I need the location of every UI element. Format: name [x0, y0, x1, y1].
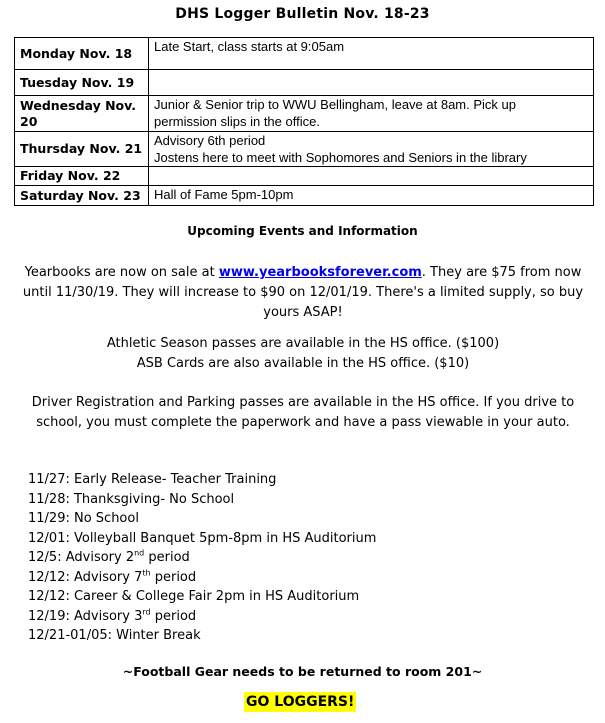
date-label: 12/12: [28, 589, 66, 604]
athletic-passes-line: Athletic Season passes are available in the HS office. ($100): [106, 336, 500, 351]
date-text-after: period: [150, 608, 197, 624]
ordinal-suffix: nd: [134, 548, 145, 558]
date-label: 12/19: [28, 608, 66, 624]
date-label: 12/12: [28, 569, 66, 585]
ordinal-suffix: rd: [142, 607, 151, 617]
football-gear-notice: ~Football Gear needs to be returned to room 201~: [122, 664, 483, 679]
date-text: Early Release- Teacher Training: [73, 472, 277, 487]
date-item: 12/5: Advisory 2nd period: [28, 548, 190, 565]
date-item: 11/28: Thanksgiving- No School: [28, 491, 235, 507]
date-text-after: period: [150, 569, 197, 585]
date-text: Advisory 2: [65, 550, 135, 565]
schedule-row: [15, 70, 594, 96]
date-text: Volleyball Banquet 5pm-8pm in HS Auditorium: [73, 530, 377, 546]
date-text: Advisory 7: [73, 569, 143, 585]
schedule-event: Junior & Senior trip to WWU Bellingham, leave at 8am. Pick up: [154, 97, 516, 112]
schedule-row: [15, 132, 594, 167]
date-label: 12/5: [28, 550, 58, 565]
passes-notice: [18, 334, 588, 374]
schedule-day: Saturday Nov. 23: [15, 186, 149, 206]
date-label: 11/29: [28, 511, 66, 526]
upcoming-events-heading: Upcoming Events and Information: [187, 224, 418, 238]
schedule-events: [149, 186, 594, 206]
schedule-row: [15, 38, 594, 70]
schedule-day: Wednesday Nov. 20: [15, 96, 149, 132]
go-loggers-banner: GO LOGGERS!: [246, 694, 355, 710]
schedule-event: Late Start, class starts at 9:05am: [154, 39, 345, 54]
date-item: 12/19: Advisory 3rd period: [28, 607, 197, 624]
date-text: Career & College Fair 2pm in HS Auditorium: [73, 589, 360, 604]
weekly-schedule-table: [14, 37, 594, 206]
schedule-day: Friday Nov. 22: [15, 167, 149, 186]
driver-registration-notice: Driver Registration and Parking passes are available in the HS office. If you drive to school, you must complete the paperwork and have a pass viewable in your auto.: [31, 395, 575, 430]
date-item: 12/12: Career & College Fair 2pm in HS Auditorium: [28, 589, 360, 604]
ordinal-suffix: th: [142, 568, 151, 578]
date-label: 12/01: [28, 530, 66, 546]
upcoming-dates-list: [28, 470, 548, 646]
date-text: Winter Break: [116, 628, 201, 643]
schedule-row: [15, 167, 594, 186]
schedule-events: [149, 70, 594, 96]
yearbook-text-after: . They are $75 from now until 11/30/19. They will increase to $90 on 12/01/19. There's a limited supply, so buy yours ASAP!: [22, 265, 584, 320]
schedule-row: [15, 186, 594, 206]
schedule-events: [149, 167, 594, 186]
date-text: No School: [73, 511, 139, 526]
date-label: 11/28: [28, 491, 66, 507]
asb-cards-line: ASB Cards are also available in the HS office. ($10): [136, 356, 470, 371]
schedule-event: Advisory 6th period: [154, 133, 266, 148]
schedule-event: Jostens here to meet with Sophomores and Seniors in the library: [154, 150, 527, 165]
schedule-events: [149, 96, 594, 132]
schedule-event: permission slips in the office.: [154, 114, 320, 129]
date-text: Advisory 3: [73, 608, 143, 624]
yearbook-link[interactable]: www.yearbooksforever.com: [218, 265, 422, 280]
date-text: Thanksgiving- No School: [73, 491, 235, 507]
bulletin-title: DHS Logger Bulletin Nov. 18-23: [175, 6, 430, 22]
schedule-events: [149, 38, 594, 70]
yearbook-text-before: Yearbooks are now on sale at: [24, 265, 219, 280]
schedule-event: Hall of Fame 5pm-10pm: [154, 187, 294, 202]
date-item: 12/01: Volleyball Banquet 5pm-8pm in HS Auditorium: [28, 530, 377, 546]
schedule-day: Tuesday Nov. 19: [15, 70, 149, 96]
schedule-events: [149, 132, 594, 167]
date-item: 11/27: Early Release- Teacher Training: [28, 472, 277, 487]
date-label: 12/21-01/05: [28, 628, 108, 643]
date-label: 11/27: [28, 472, 66, 487]
schedule-row: [15, 96, 594, 132]
date-item: 11/29: No School: [28, 511, 139, 526]
yearbook-notice: [18, 263, 588, 323]
date-item: 12/12: Advisory 7th period: [28, 568, 197, 585]
schedule-day: Thursday Nov. 21: [15, 132, 149, 167]
date-item: 12/21-01/05: Winter Break: [28, 628, 201, 643]
date-text-after: period: [144, 550, 190, 565]
schedule-day: Monday Nov. 18: [15, 38, 149, 70]
